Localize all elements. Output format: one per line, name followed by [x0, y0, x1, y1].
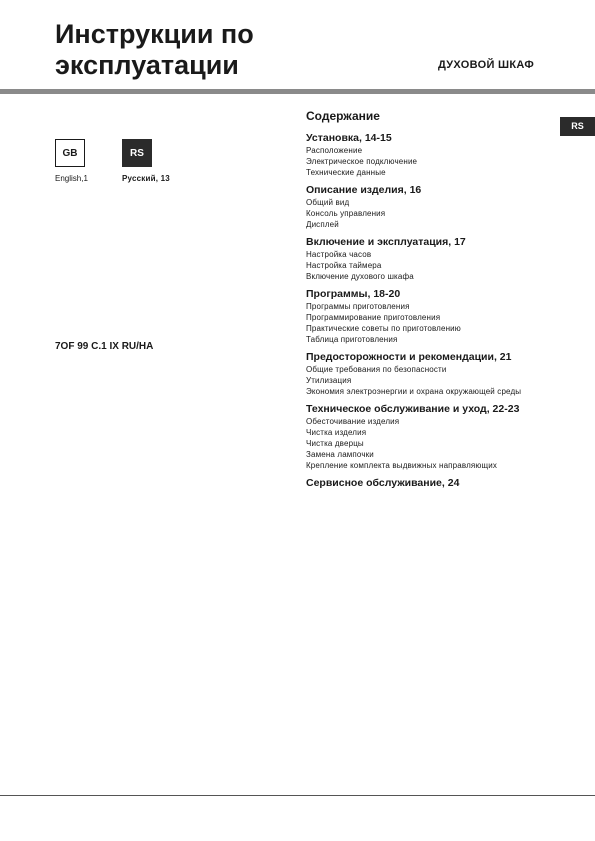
- language-side-tab: RS: [560, 117, 595, 136]
- toc-item: Таблица приготовления: [306, 335, 398, 344]
- language-badge-gb: GB: [55, 139, 85, 167]
- toc-section-title: Программы, 18-20: [306, 288, 401, 300]
- toc-item: Расположение: [306, 146, 363, 155]
- toc-section: [306, 289, 542, 345]
- toc-item: Технические данные: [306, 168, 386, 177]
- toc-section-title: Описание изделия, 16: [306, 184, 422, 196]
- toc-section-title: Сервисное обслуживание, 24: [306, 477, 460, 489]
- page-title-line-1: Инструкции по: [55, 19, 254, 49]
- toc-section: [306, 185, 542, 230]
- toc-section: [306, 352, 542, 397]
- toc-sections: [306, 133, 542, 488]
- toc-item: Практические советы по приготовлению: [306, 324, 461, 333]
- toc-section: [306, 478, 542, 488]
- toc-item: Настройка часов: [306, 250, 372, 259]
- toc-section-title: Предосторожности и рекомендации, 21: [306, 351, 512, 363]
- header-divider: [0, 89, 595, 94]
- toc-item: Чистка изделия: [306, 428, 367, 437]
- model-number: 7OF 99 C.1 IX RU/HA: [55, 341, 154, 352]
- footer-divider: [0, 795, 595, 796]
- toc-section: [306, 237, 542, 282]
- toc-item: Обесточивание изделия: [306, 417, 400, 426]
- toc-section-title: Включение и эксплуатация, 17: [306, 236, 466, 248]
- language-label-gb: English,1: [55, 174, 88, 183]
- toc-item: Экономия электроэнергии и охрана окружающей среды: [306, 387, 522, 396]
- toc-item: Утилизация: [306, 376, 352, 385]
- toc-section-title: Установка, 14-15: [306, 132, 392, 144]
- table-of-contents: [306, 109, 542, 495]
- toc-item: Программирование приготовления: [306, 313, 441, 322]
- toc-item: Консоль управления: [306, 209, 386, 218]
- toc-item: Крепление комплекта выдвижных направляющих: [306, 461, 498, 470]
- page-title-line-2: эксплуатации: [55, 50, 239, 80]
- toc-heading: Содержание: [306, 109, 380, 123]
- toc-item: Замена лампочки: [306, 450, 374, 459]
- toc-section: [306, 133, 542, 178]
- language-badge-rs: RS: [122, 139, 152, 167]
- toc-section-title: Техническое обслуживание и уход, 22-23: [306, 403, 520, 415]
- product-type: ДУХОВОЙ ШКАФ: [438, 59, 535, 71]
- toc-section: [306, 404, 542, 471]
- toc-item: Программы приготовления: [306, 302, 410, 311]
- toc-item: Включение духового шкафа: [306, 272, 414, 281]
- toc-item: Общий вид: [306, 198, 350, 207]
- toc-item: Электрическое подключение: [306, 157, 418, 166]
- toc-item: Чистка дверцы: [306, 439, 364, 448]
- toc-item: Настройка таймера: [306, 261, 382, 270]
- language-label-rs: Русский, 13: [122, 174, 170, 183]
- toc-item: Дисплей: [306, 220, 339, 229]
- page-title: [55, 19, 254, 81]
- toc-item: Общие требования по безопасности: [306, 365, 447, 374]
